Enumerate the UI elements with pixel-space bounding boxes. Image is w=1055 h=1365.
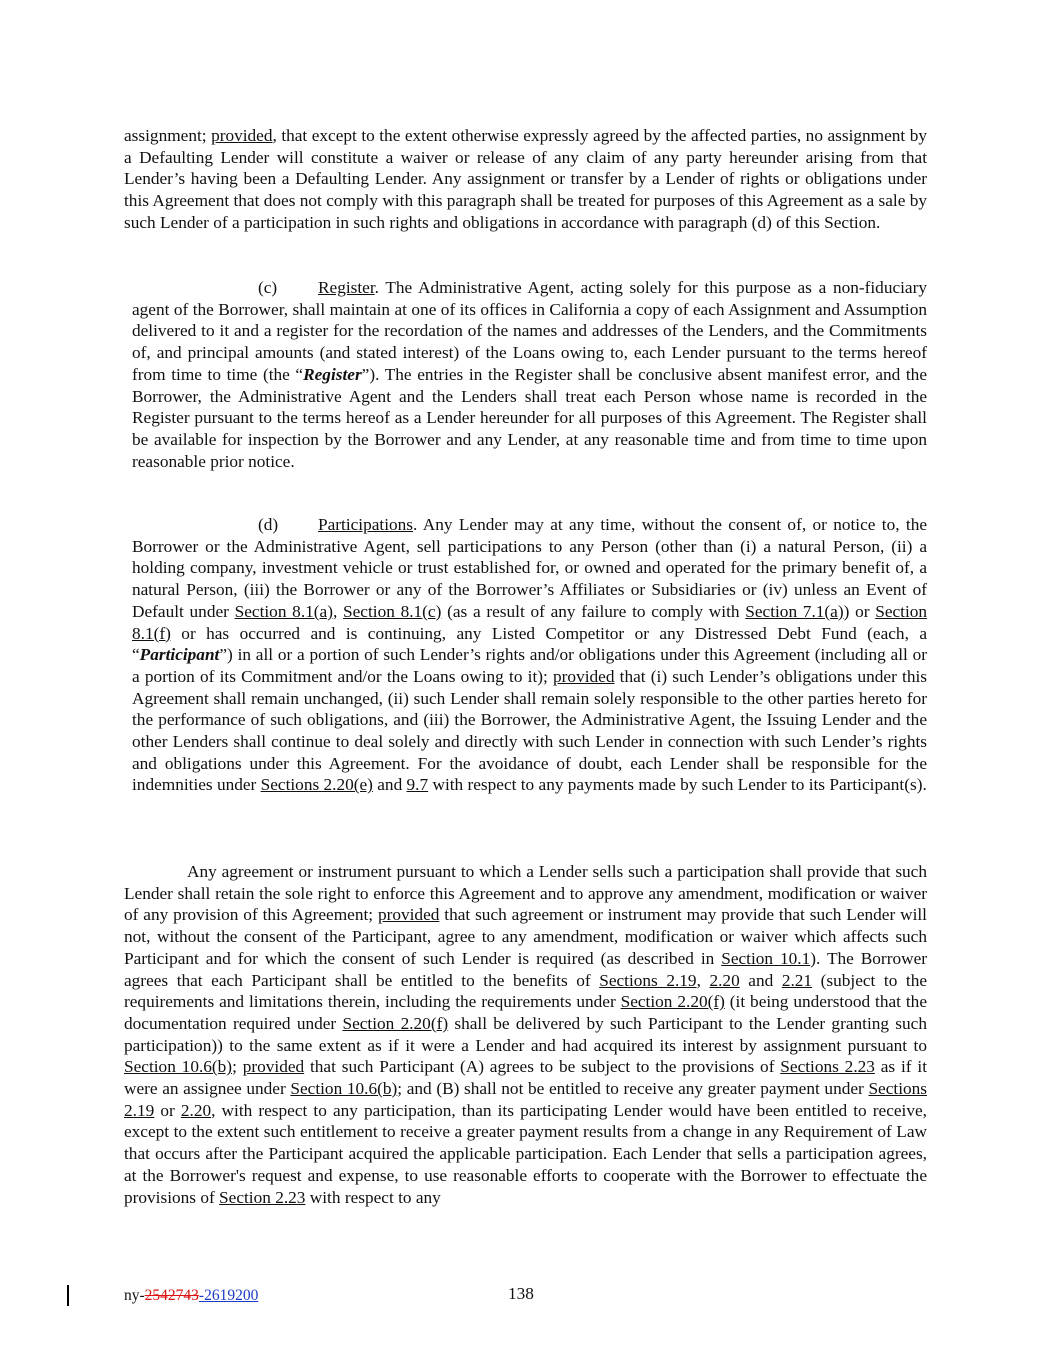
text: ; and (B) shall not be entitled to receive any greater payment under	[397, 1079, 869, 1099]
paragraph-participation-agreement	[124, 861, 927, 1208]
text: that such Participant (A) agrees to be subject to the provisions of	[304, 1057, 781, 1077]
text: Any agreement or instrument pursuant to which a Lender sells such a participation shall provide that such Lender shall retain the sole right to enforce this Agreement and to approve any amendment, modification or waiver of any provision of this Agreement;	[124, 862, 927, 925]
cross-reference: 2.21	[781, 970, 813, 990]
text: ,	[332, 601, 344, 621]
doc-id-prefix: ny-	[124, 1287, 145, 1304]
text: with respect to any	[305, 1187, 441, 1207]
cross-reference: 2.20	[709, 970, 740, 990]
provided-term: provided	[242, 1057, 305, 1077]
text: ”) in all or a portion of such Lender’s rights and/or obligations under this Agreement (including all or a portion of its Commitment and/or the Loans owing to it);	[132, 645, 927, 686]
text: that (i) such Lender’s obligations under this Agreement shall remain unchanged, (ii) such Lender shall remain solely responsible to the other parties hereto for the performance of such obligations, and (iii) the Borrower, the Administrative Agent, the Issuing Lender and the other Lenders shall continue to deal solely and directly with such Lender in connection with such Lender’s rights and obligations under this Agreement. For the avoidance of doubt, each Lender shall be responsible for the indemnities under	[132, 666, 927, 795]
section-label: (d)	[258, 515, 279, 534]
paragraph-participations	[132, 514, 927, 796]
doc-id-deleted: 2542743	[144, 1287, 199, 1304]
paragraph-assignment-continuation	[124, 125, 927, 234]
cross-reference: Section 10.6(b)	[290, 1079, 398, 1099]
text: , with respect to any participation, than its participating Lender would have been entitled to receive, except to the extent such entitlement to receive a greater payment results from a change in any Requirement of Law that occurs after the Participant acquired the applicable participation. Each Lender that sells a participation agrees, at the Borrower's request and expense, to use reasonable efforts to cooperate with the Borrower to effectuate the provisions of	[124, 1100, 927, 1207]
text: as if it were an assignee under	[124, 1057, 927, 1099]
text: . The Administrative Agent, acting solely for this purpose as a non-fiduciary agent of the Borrower, shall maintain at one of its offices in California a copy of each Assignment and Assumption delivered to it and a register for the recordation of the names and addresses of the Lenders, and the Commitments of, and principal amounts (and stated interest) of the Loans owing to, each Lender pursuant to the terms hereof from time to time (the “	[132, 278, 927, 384]
section-label: (c)	[258, 278, 278, 297]
text: and	[372, 775, 407, 795]
cross-reference: Sections 2.19	[599, 970, 697, 990]
text: that such agreement or instrument may provide that such Lender will not, without the consent of the Participant, agree to any amendment, modification or waiver which affects such Participant and for which the consent of such Lender is required (as described in	[124, 905, 927, 968]
text: ”). The entries in the Register shall be conclusive absent manifest error, and the Borrower, the Administrative Agent and the Lenders shall treat each Person whose name is recorded in the Register pursuant to the terms hereof as a Lender hereunder for all purposes of this Agreement. The Register shall be available for inspection by the Borrower and any Lender, at any reasonable time and from time to time upon reasonable prior notice.	[132, 364, 927, 471]
cross-reference: Section 2.23	[219, 1187, 306, 1207]
cross-reference: Sections 2.23	[780, 1057, 875, 1077]
text: ,	[696, 970, 710, 990]
defined-term: Participant	[139, 645, 220, 665]
text: ;	[232, 1057, 243, 1077]
doc-id-inserted: -2619200	[198, 1287, 259, 1304]
section-heading: Participations	[318, 515, 414, 534]
text: shall be delivered by such Participant to the Lender granting such participation)) to the same extent as if it were a Lender and had acquired its interest by assignment pursuant to	[124, 1013, 927, 1055]
cross-reference: Section 8.1(a)	[234, 601, 333, 621]
text: (it being understood that the documentation required under	[124, 992, 927, 1033]
cross-reference: Sections 2.19	[124, 1079, 927, 1120]
text: or	[154, 1100, 181, 1120]
cross-reference: Section 10.1	[721, 948, 811, 968]
cross-reference: Section 8.1(f)	[132, 601, 928, 643]
section-heading: Register	[318, 278, 375, 297]
change-bar	[67, 1285, 69, 1306]
cross-reference: Section 10.6(b)	[124, 1057, 233, 1077]
text: (subject to the requirements and limitations therein, including the requirements under	[124, 970, 928, 1012]
text: . Any Lender may at any time, without the consent of, or notice to, the Borrower or the Administrative Agent, sell participations to any Person (other than (i) a natural Person, (ii) a holding company, investment vehicle or trust established for, or owned and operated for the primary benefit of, a natural Person, (iii) the Borrower or any of the Borrower’s Affiliates or Subsidiaries or (iv) unless an Event of Default under	[132, 515, 927, 621]
paragraph-register	[132, 277, 927, 472]
cross-reference: 2.20	[180, 1100, 212, 1120]
provided-term: provided	[553, 666, 615, 686]
text: ). The Borrower agrees that each Participant shall be entitled to the benefits of	[124, 948, 927, 990]
document-id	[124, 1287, 258, 1305]
text: , that except to the extent otherwise expressly agreed by the affected parties, no assignment by a Defaulting Lender will constitute a waiver or release of any claim of any party hereunder arising from that Lender’s having been a Defaulting Lender. Any assignment or transfer by a Lender of rights or obligations under this Agreement that does not comply with this paragraph shall be treated for purposes of this Agreement as a sale by such Lender of a participation in such rights and obligations in accordance with paragraph (d) of this Section.	[124, 126, 927, 232]
provided-term: provided	[377, 905, 440, 925]
text: and	[739, 970, 782, 990]
provided-term: provided	[211, 126, 273, 145]
text: (as a result of any failure to comply with	[441, 601, 746, 621]
cross-reference: Section 8.1(c)	[343, 601, 442, 621]
defined-term: Register	[303, 364, 362, 384]
page-number: 138	[508, 1284, 534, 1303]
text: with respect to any payments made by such Lender to its Participant(s).	[428, 775, 927, 795]
cross-reference: Section 2.20(f)	[620, 992, 725, 1012]
cross-reference: 9.7	[406, 775, 429, 795]
text: or has occurred and is continuing, any Listed Competitor or any Distressed Debt Fund (each, a “	[132, 623, 927, 665]
text: ) or	[843, 601, 876, 621]
cross-reference: Section 2.20(f)	[342, 1013, 449, 1033]
text: assignment;	[124, 126, 212, 145]
cross-reference: Sections 2.20(e)	[260, 775, 373, 795]
cross-reference: Section 7.1(a)	[745, 601, 844, 621]
